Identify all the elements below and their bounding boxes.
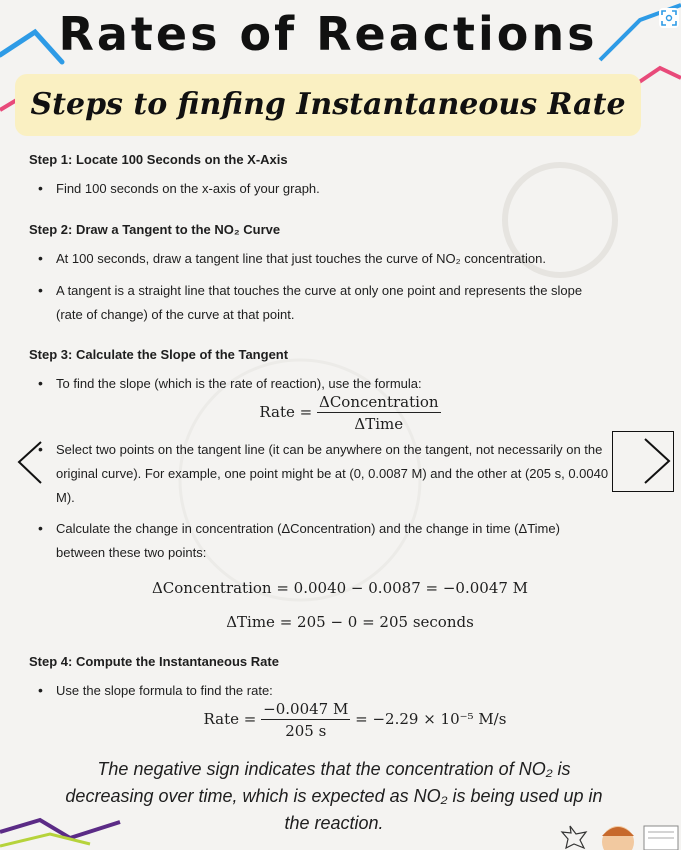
rate-formula: Rate = $\frac{\text{ΔConcentration}}{\text{ΔTime}}$ [259,393,439,433]
concentration-equation: ΔConcentration = 0.0040 − 0.0087 = −0.0047 M [151,579,529,597]
previous-button[interactable] [15,440,45,485]
list-item: • At 100 seconds, draw a tangent line that just touches the curve of NO₂ concentration. [38,246,638,271]
cartoon-decoration-icon [560,812,681,850]
next-button[interactable] [612,431,674,492]
bullet-dot: • [38,682,43,698]
bullet-dot: • [38,441,43,457]
bullet-dot: • [38,250,43,266]
time-equation: ΔTime = 205 − 0 = 205 seconds [226,613,474,631]
step-3-heading: Step 3: Calculate the Slope of the Tangent [29,347,289,362]
scan-icon [659,8,679,28]
bullet-dot: • [38,282,43,298]
list-item: • Calculate the change in concentration (ΔConcentration) and the change in time (ΔTime) between these two points: [38,516,648,566]
conclusion-text: The negative sign indicates that the concentration of NO₂ is decreasing over time, which is expected as NO₂ is being used up in the reaction. [65,759,603,833]
chevron-left-icon [15,440,45,485]
bullet-dot: • [38,375,43,391]
list-item: • Use the slope formula to find the rate: [38,678,638,703]
chevron-right-icon [613,432,672,490]
page-title: Rates of Reactions [58,7,598,61]
instantaneous-rate-formula: Rate = $\frac{-0.0047 M}{205 s}$ = −2.29 × 10⁻⁵ M/s [203,700,507,740]
scan-button[interactable] [659,8,679,28]
step-1-heading: Step 1: Locate 100 Seconds on the X-Axis [29,152,288,167]
fraction: $\frac{-0.0047 M}{205 s}$ [263,700,349,740]
list-item: • Select two points on the tangent line (it can be anywhere on the tangent, not necessarily on the original curve). For example, one point might be at (0, 0.0087 M) and the other at (205 s, 0.0040 M). [38,437,638,512]
bullet-dot: • [38,520,43,536]
list-item: • To find the slope (which is the rate of reaction), use the formula: [38,371,638,396]
step-2-heading: Step 2: Draw a Tangent to the NO₂ Curve [29,222,281,237]
step-4-heading: Step 4: Compute the Instantaneous Rate [29,654,279,669]
fraction: $\frac{\text{ΔConcentration}}{\text{ΔTime}}$ [319,393,439,433]
page-subtitle: Steps to finfing Instantaneous Rate [30,87,626,122]
list-item: • Find 100 seconds on the x-axis of your graph. [38,176,638,201]
bullet-dot: • [38,180,43,196]
list-item: • A tangent is a straight line that touches the curve at only one point and represents the slope (rate of change) of the curve at that point. [38,278,658,328]
title-banner [58,0,598,72]
